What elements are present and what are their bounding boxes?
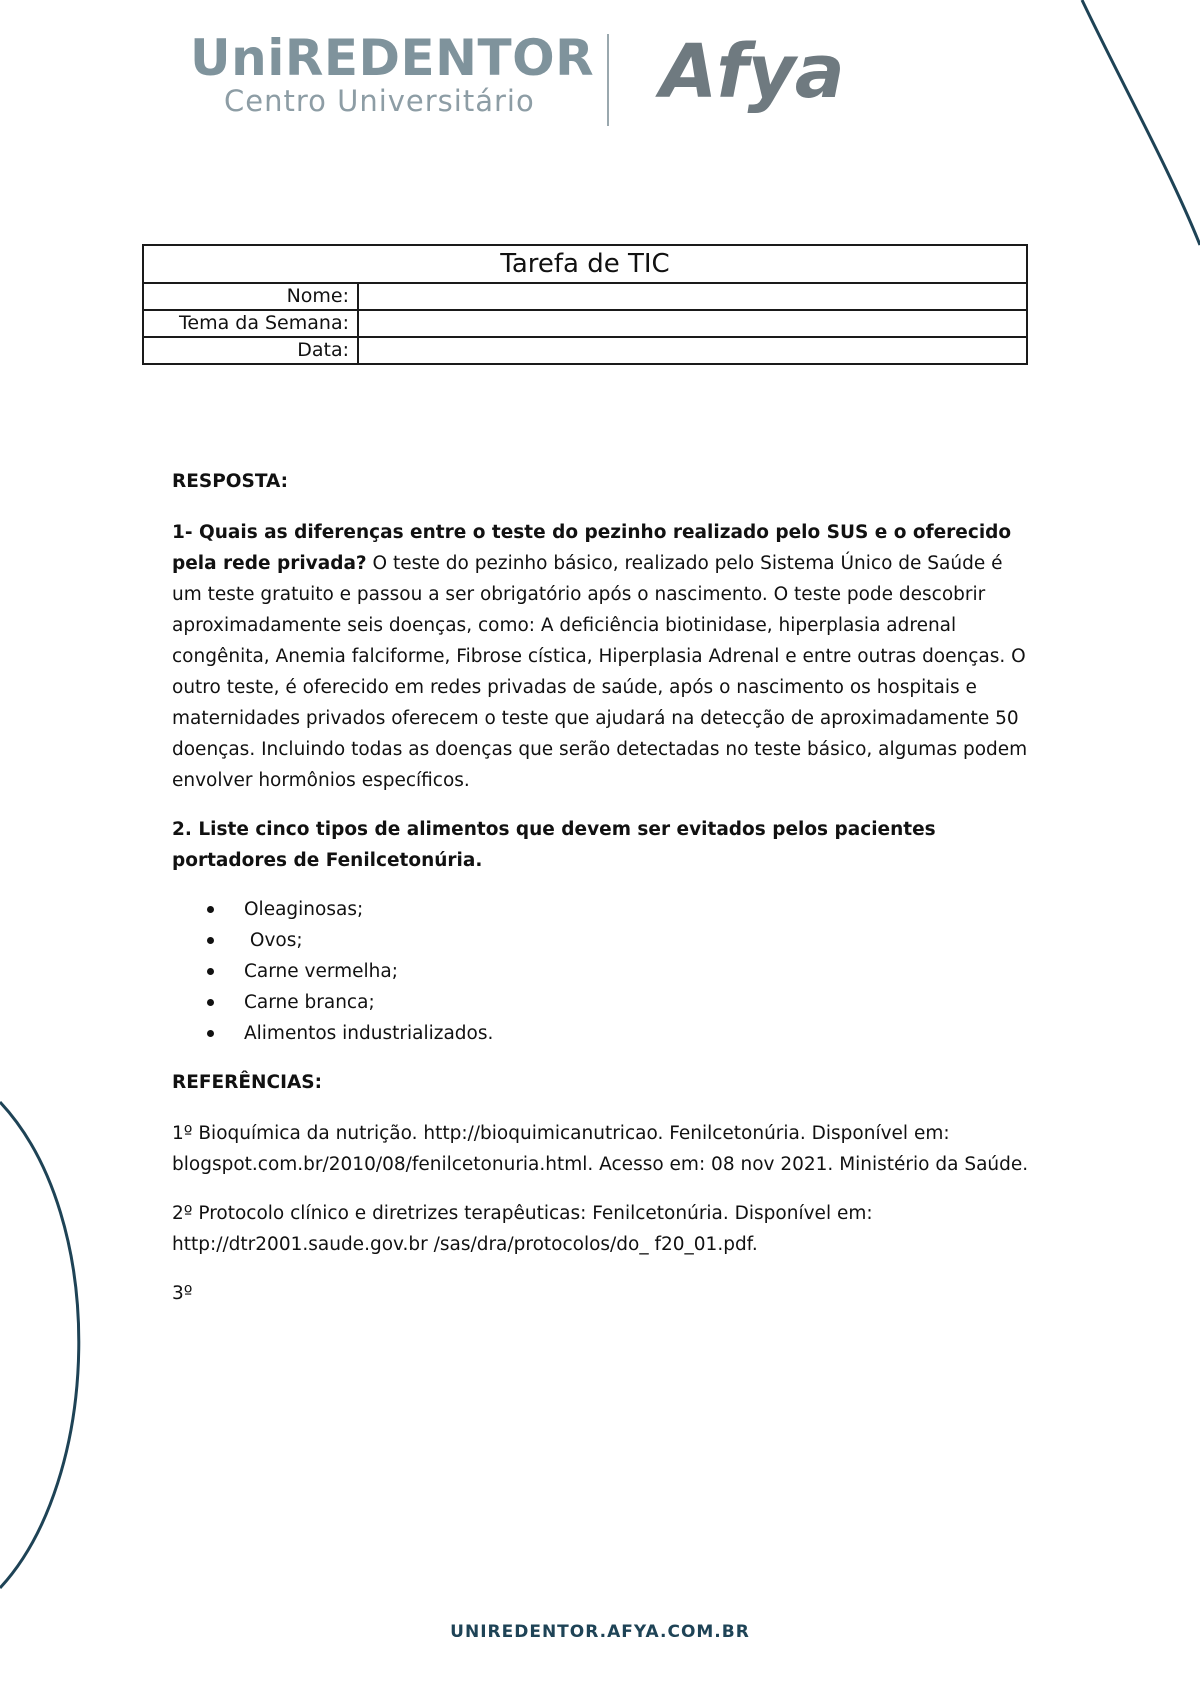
list-item <box>172 1018 1032 1049</box>
header-logos <box>190 30 870 130</box>
logo-divider <box>607 34 609 126</box>
form-title-row <box>143 245 1027 283</box>
brand-subtitle: Centro Universitário <box>224 84 535 118</box>
field-label-date: Data: <box>143 337 358 364</box>
list-item <box>172 925 1032 956</box>
list-item <box>172 987 1032 1018</box>
question-2-title: 2. Liste cinco tipos de alimentos que devem ser evitados pelos pacientes portadores de Fenilcetonúria. <box>172 819 936 871</box>
field-value-theme <box>358 310 1027 337</box>
left-arc-curve <box>0 1102 79 1588</box>
form-row-date <box>143 337 1027 364</box>
field-value-name <box>358 283 1027 310</box>
footer-website: UNIREDENTOR.AFYA.COM.BR <box>450 1622 750 1642</box>
list-item-text: Alimentos industrializados. <box>244 1023 494 1044</box>
question-1-title: 1- Quais as diferenças entre o teste do pezinho realizado pelo SUS e o oferecido pela rede privada? <box>172 522 1012 574</box>
field-value-date <box>358 337 1027 364</box>
list-item-text: Carne branca; <box>244 992 375 1013</box>
bullet-icon <box>207 1030 214 1037</box>
task-form-table <box>142 244 1028 365</box>
list-item <box>172 894 1032 925</box>
document-body <box>172 466 1032 1327</box>
top-right-curve <box>1082 0 1200 245</box>
question-1 <box>172 517 1032 796</box>
afya-logo <box>660 30 860 130</box>
bullet-icon <box>207 937 214 944</box>
food-list <box>172 894 1032 1049</box>
references-heading: REFERÊNCIAS: <box>172 1072 323 1093</box>
question-1-answer: O teste do pezinho básico, realizado pelo Sistema Único de Saúde é um teste gratuito e passou a ser obrigatório após o nascimento. O teste pode descobrir aproximadamente seis doenças, como: A deficiência biotinidase, hiperplasia adrenal congênita, Anemia falciforme, Fibrose cística, Hiperplasia Adrenal e entre outras doenças. O outro teste, é oferecido em redes privadas de saúde, após o nascimento os hospitais e maternidades privados oferecem o teste que ajudará na detecção de aproximadamente 50 doenças. Incluindo todas as doenças que serão detectadas no teste básico, algumas podem envolver hormônios específicos. <box>172 553 1028 791</box>
field-label-theme: Tema da Semana: <box>143 310 358 337</box>
afya-wordmark: Afya <box>660 29 844 115</box>
bullet-icon <box>207 906 214 913</box>
list-item-text: Oleaginosas; <box>244 899 364 920</box>
list-item-text: Carne vermelha; <box>244 961 398 982</box>
bullet-icon <box>207 968 214 975</box>
list-item-text: Ovos; <box>244 930 303 951</box>
brand-name: UniREDENTOR <box>190 29 595 87</box>
answer-heading: RESPOSTA: <box>172 471 289 492</box>
reference-2: 2º Protocolo clínico e diretrizes terapêuticas: Fenilcetonúria. Disponível em: http://dtr2001.saude.gov.br /sas/dra/protocolos/do_ f20_01.pdf. <box>172 1203 873 1255</box>
reference-1: 1º Bioquímica da nutrição. http://bioquimicanutricao. Fenilcetonúria. Disponível em: blogspot.com.br/2010/08/fenilcetonuria.html. Acesso em: 08 nov 2021. Ministério da Saúde. <box>172 1123 1029 1175</box>
form-title: Tarefa de TIC <box>143 245 1027 283</box>
form-row-name <box>143 283 1027 310</box>
field-label-name: Nome: <box>143 283 358 310</box>
list-item <box>172 956 1032 987</box>
reference-3: 3º <box>172 1283 193 1304</box>
uniredentor-logo <box>190 29 595 118</box>
bullet-icon <box>207 999 214 1006</box>
form-row-theme <box>143 310 1027 337</box>
